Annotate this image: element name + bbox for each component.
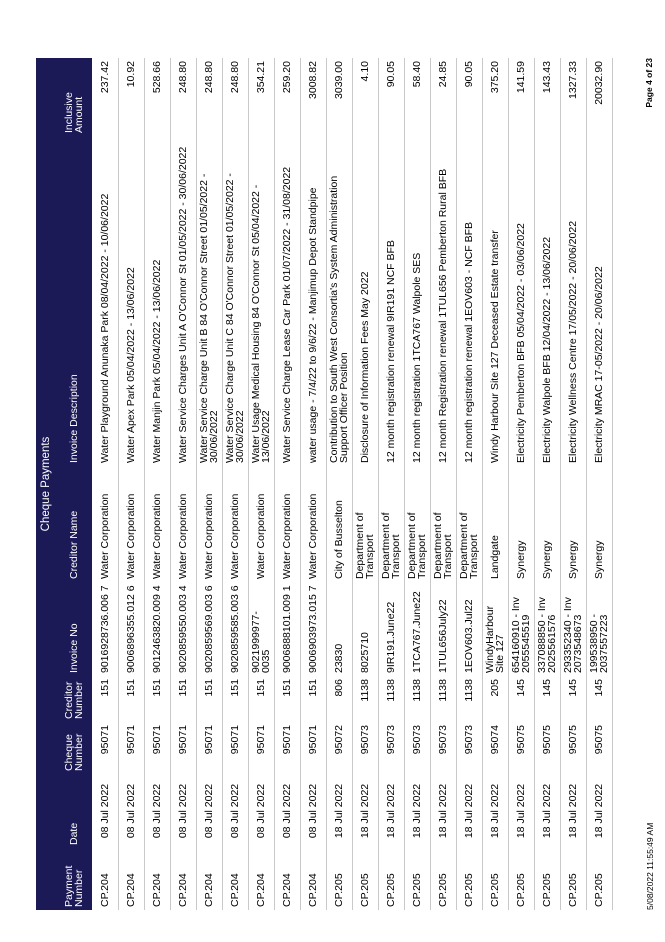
date-cell: 18 Jul 2022 bbox=[489, 783, 501, 839]
cheque-number-cell: 95073 bbox=[411, 725, 423, 755]
invoice-no-cell: 293352340 - Inv 2073548673 bbox=[562, 597, 584, 673]
invoice-no-cell: 9020859585.003 6 bbox=[229, 585, 241, 673]
creditor-name-cell: Water Corporation bbox=[98, 493, 111, 579]
creditor-name-cell: Synergy bbox=[593, 540, 605, 579]
table-row bbox=[352, 58, 378, 910]
col-payment-number: Payment Number bbox=[56, 848, 92, 910]
invoice-description-cell: Water Service Charge Lease Car Park 01/07/2022 - 31/08/2022 bbox=[281, 166, 293, 463]
payment-number-cell: CP.204 bbox=[281, 873, 293, 907]
date-cell: 18 Jul 2022 bbox=[411, 783, 423, 839]
invoice-description-cell: water usage - 7/4/22 to 9/6/22 - Manjimup Depot Standpipe bbox=[307, 187, 319, 463]
inclusive-amount-cell: 248.80 bbox=[203, 61, 215, 94]
inclusive-amount-cell: 3008.82 bbox=[307, 61, 319, 99]
invoice-description-cell: Water Usage Medical Housing 84 O'Connor St 05/04/2022 - 13/06/2022 bbox=[250, 184, 272, 463]
cheque-number-cell: 95075 bbox=[567, 725, 579, 755]
invoice-description-cell: Contribution to South West Consortia's System Administration Support Officer Position bbox=[328, 175, 350, 463]
invoice-no-cell: 199538950 - 2037557223 bbox=[588, 614, 610, 673]
inclusive-amount-cell: 354.21 bbox=[255, 61, 267, 94]
table-row bbox=[430, 58, 456, 910]
creditor-name-cell: Synergy bbox=[515, 540, 527, 579]
creditor-number-cell: 145 bbox=[541, 679, 553, 697]
invoice-description-cell: Water Service Charges Unit A O'Connor St 01/05/2022 - 30/06/2022 bbox=[177, 146, 189, 463]
table-row bbox=[170, 58, 196, 910]
date-cell: 18 Jul 2022 bbox=[437, 783, 449, 839]
invoice-no-cell: 23830 bbox=[333, 643, 345, 673]
creditor-number-cell: 151 bbox=[125, 679, 137, 697]
print-timestamp: 5/08/2022 11:55:49 AM bbox=[645, 822, 655, 910]
cheque-number-cell: 95071 bbox=[281, 725, 293, 755]
creditor-number-cell: 151 bbox=[229, 679, 241, 697]
table-row bbox=[586, 58, 612, 910]
invoice-no-cell: 9012463820.009 4 bbox=[151, 585, 163, 673]
col-invoice-description: Invoice Description bbox=[56, 136, 92, 466]
creditor-number-cell: 151 bbox=[307, 679, 319, 697]
creditor-name-cell: Synergy bbox=[567, 540, 579, 579]
date-cell: 08 Jul 2022 bbox=[98, 783, 111, 839]
creditor-number-cell: 205 bbox=[489, 679, 501, 697]
table-row bbox=[92, 58, 118, 910]
creditor-name-cell: Synergy bbox=[541, 540, 553, 579]
creditor-name-cell: City of Busselton bbox=[333, 500, 345, 579]
payment-number-cell: CP.205 bbox=[489, 873, 501, 907]
cheque-number-cell: 95072 bbox=[333, 725, 345, 755]
inclusive-amount-cell: 237.42 bbox=[98, 61, 111, 94]
payment-number-cell: CP.204 bbox=[125, 873, 137, 907]
cheque-number-cell: 95075 bbox=[515, 725, 527, 755]
date-cell: 08 Jul 2022 bbox=[177, 783, 189, 839]
creditor-number-cell: 151 bbox=[255, 679, 267, 697]
invoice-description-cell: Electricity Wellness Centre 17/05/2022 - 20/06/2022 bbox=[567, 220, 579, 463]
payment-number-cell: CP.205 bbox=[333, 873, 345, 907]
invoice-description-cell: 12 month registration renewal 9IR191 NCF BFB bbox=[385, 240, 397, 463]
invoice-no-cell: 9016928736.006 7 bbox=[98, 585, 111, 673]
payment-number-cell: CP.204 bbox=[307, 873, 319, 907]
cheque-number-cell: 95075 bbox=[593, 725, 605, 755]
payment-number-cell: CP.205 bbox=[515, 873, 527, 907]
date-cell: 08 Jul 2022 bbox=[255, 783, 267, 839]
invoice-description-cell: Disclosure of Information Fees May 2022 bbox=[359, 271, 371, 463]
invoice-no-cell: 654160910 - Inv 2055545519 bbox=[510, 597, 532, 673]
col-cheque-number: Cheque Number bbox=[56, 722, 92, 774]
table-row bbox=[326, 58, 352, 910]
inclusive-amount-cell: 259.20 bbox=[281, 61, 293, 94]
inclusive-amount-cell: 90.05 bbox=[385, 61, 397, 88]
invoice-description-cell: Water Manjin Park 05/04/2022 - 13/06/2022 bbox=[151, 259, 163, 463]
date-cell: 08 Jul 2022 bbox=[307, 783, 319, 839]
creditor-name-cell: Water Corporation bbox=[281, 493, 293, 579]
invoice-no-cell: 337088850 - Inv 2025561576 bbox=[536, 597, 558, 673]
table-row bbox=[378, 58, 404, 910]
invoice-description-cell: Water Service Charge Unit B 84 O'Connor Street 01/05/2022 - 30/06/2022 bbox=[198, 173, 220, 463]
invoice-description-cell: Electricity MRAC 17-05/2022 - 20/06/2022 bbox=[593, 266, 605, 463]
cheque-number-cell: 95073 bbox=[437, 725, 449, 755]
creditor-name-cell: Water Corporation bbox=[125, 493, 137, 579]
invoice-description-cell: Water Service Charge Unit C 84 O'Connor Street 01/05/2022 - 30/06/2022 bbox=[224, 173, 246, 463]
creditor-name-cell: Department of Transport bbox=[458, 512, 480, 579]
invoice-no-cell: 9020859550.003 4 bbox=[177, 585, 189, 673]
inclusive-amount-cell: 4.10 bbox=[359, 61, 371, 82]
payment-number-cell: CP.204 bbox=[98, 873, 111, 907]
payment-number-cell: CP.205 bbox=[359, 873, 371, 907]
col-creditor-number: Creditor Number bbox=[56, 676, 92, 722]
payment-number-cell: CP.204 bbox=[255, 873, 267, 907]
creditor-number-cell: 1138 bbox=[359, 679, 371, 702]
creditor-number-cell: 151 bbox=[98, 679, 111, 697]
creditor-number-cell: 151 bbox=[177, 679, 189, 697]
col-date: Date bbox=[56, 774, 92, 848]
col-creditor-name: Creditor Name bbox=[56, 466, 92, 582]
cheque-number-cell: 95073 bbox=[385, 725, 397, 755]
payment-number-cell: CP.204 bbox=[177, 873, 189, 907]
creditor-name-cell: Department of Transport bbox=[380, 512, 402, 579]
cheque-number-cell: 95073 bbox=[359, 725, 371, 755]
cheque-number-cell: 95071 bbox=[177, 725, 189, 755]
payment-number-cell: CP.205 bbox=[385, 873, 397, 907]
col-invoice-no: Invoice No bbox=[56, 582, 92, 676]
table-row bbox=[534, 58, 560, 910]
payment-number-cell: CP.205 bbox=[437, 873, 449, 907]
inclusive-amount-cell: 141.59 bbox=[515, 61, 527, 94]
payment-number-cell: CP.204 bbox=[203, 873, 215, 907]
invoice-no-cell: 1TCA767.June22 bbox=[411, 591, 423, 673]
cheque-number-cell: 95074 bbox=[489, 725, 501, 755]
cheque-number-cell: 95073 bbox=[463, 725, 475, 755]
table-row bbox=[560, 58, 586, 910]
creditor-number-cell: 1138 bbox=[411, 679, 423, 702]
date-cell: 18 Jul 2022 bbox=[515, 783, 527, 839]
cheque-payments-table bbox=[36, 58, 613, 910]
payment-number-cell: CP.205 bbox=[593, 873, 605, 907]
table-row bbox=[274, 58, 300, 910]
section-title: Cheque Payments bbox=[36, 58, 56, 910]
cheque-number-cell: 95071 bbox=[255, 725, 267, 755]
payment-number-cell: CP.204 bbox=[229, 873, 241, 907]
invoice-no-cell: 1EOV603.Jul22 bbox=[463, 599, 475, 673]
payment-number-cell: CP.205 bbox=[411, 873, 423, 907]
date-cell: 08 Jul 2022 bbox=[281, 783, 293, 839]
creditor-name-cell: Landgate bbox=[489, 535, 501, 579]
invoice-no-cell: 1TUL656July22 bbox=[437, 599, 449, 673]
table-row bbox=[118, 58, 144, 910]
date-cell: 08 Jul 2022 bbox=[151, 783, 163, 839]
cheque-number-cell: 95071 bbox=[151, 725, 163, 755]
inclusive-amount-cell: 375.20 bbox=[489, 61, 501, 94]
invoice-description-cell: Windy Harbour Site 127 Deceased Estate transfer bbox=[489, 230, 501, 463]
date-cell: 18 Jul 2022 bbox=[541, 783, 553, 839]
table-row bbox=[404, 58, 430, 910]
invoice-description-cell: 12 month Registration renewal 1TUL656 Pemberton Rural BFB bbox=[437, 168, 449, 463]
creditor-number-cell: 145 bbox=[593, 679, 605, 697]
invoice-no-cell: 9021999977- 0035 bbox=[250, 611, 272, 673]
invoice-no-cell: 9006903973.015 7 bbox=[307, 585, 319, 673]
creditor-number-cell: 806 bbox=[333, 679, 345, 697]
table-row bbox=[300, 58, 326, 910]
table-row bbox=[196, 58, 222, 910]
creditor-number-cell: 151 bbox=[281, 679, 293, 697]
creditor-name-cell: Department of Transport bbox=[432, 512, 454, 579]
invoice-no-cell: 9020859569.003 6 bbox=[203, 585, 215, 673]
cheque-number-cell: 95071 bbox=[203, 725, 215, 755]
creditor-name-cell: Water Corporation bbox=[255, 493, 267, 579]
payment-number-cell: CP.204 bbox=[151, 873, 163, 907]
invoice-no-cell: 9006888101.009 1 bbox=[281, 585, 293, 673]
creditor-number-cell: 1138 bbox=[463, 679, 475, 702]
column-headers bbox=[56, 58, 92, 910]
invoice-description-cell: 12 month registration renewal 1EOV603 - NCF BFB bbox=[463, 221, 475, 463]
invoice-no-cell: 8025710 bbox=[359, 632, 371, 673]
invoice-description-cell: Electricity Walpole BFB 12/04/2022 - 13/06/2022 bbox=[541, 236, 553, 463]
creditor-name-cell: Water Corporation bbox=[307, 493, 319, 579]
table-row bbox=[222, 58, 248, 910]
table-row bbox=[248, 58, 274, 910]
inclusive-amount-cell: 248.80 bbox=[177, 61, 189, 94]
invoice-no-cell: 9IR191.June22 bbox=[385, 601, 397, 673]
date-cell: 18 Jul 2022 bbox=[359, 783, 371, 839]
creditor-number-cell: 1138 bbox=[437, 679, 449, 702]
date-cell: 18 Jul 2022 bbox=[385, 783, 397, 839]
creditor-name-cell: Department of Transport bbox=[406, 512, 428, 579]
inclusive-amount-cell: 528.66 bbox=[151, 61, 163, 94]
cheque-number-cell: 95071 bbox=[98, 725, 111, 755]
creditor-name-cell: Water Corporation bbox=[229, 493, 241, 579]
inclusive-amount-cell: 248.80 bbox=[229, 61, 241, 94]
page-number: Page 4 of 23 bbox=[644, 58, 654, 108]
date-cell: 18 Jul 2022 bbox=[567, 783, 579, 839]
creditor-name-cell: Water Corporation bbox=[151, 493, 163, 579]
date-cell: 08 Jul 2022 bbox=[125, 783, 137, 839]
date-cell: 08 Jul 2022 bbox=[203, 783, 215, 839]
creditor-name-cell: Water Corporation bbox=[177, 493, 189, 579]
inclusive-amount-cell: 3039.00 bbox=[333, 61, 345, 99]
invoice-no-cell: 9006896355.012 6 bbox=[125, 585, 137, 673]
invoice-description-cell: 12 month registration 1TCA767 Walpole SES bbox=[411, 252, 423, 463]
cheque-number-cell: 95071 bbox=[229, 725, 241, 755]
inclusive-amount-cell: 24.85 bbox=[437, 61, 449, 88]
inclusive-amount-cell: 10.92 bbox=[125, 61, 137, 88]
invoice-description-cell: Water Playground Anunaka Park 08/04/2022 - 10/06/2022 bbox=[98, 193, 111, 463]
creditor-number-cell: 145 bbox=[567, 679, 579, 697]
invoice-description-cell: Electricity Pemberton BFB 05/04/2022 - 03/06/2022 bbox=[515, 223, 527, 463]
creditor-number-cell: 1138 bbox=[385, 679, 397, 702]
date-cell: 18 Jul 2022 bbox=[593, 783, 605, 839]
col-inclusive-amount: Inclusive Amount bbox=[56, 58, 92, 136]
table-row bbox=[482, 58, 508, 910]
table-row bbox=[456, 58, 482, 910]
table-row bbox=[508, 58, 534, 910]
creditor-number-cell: 145 bbox=[515, 679, 527, 697]
date-cell: 18 Jul 2022 bbox=[463, 783, 475, 839]
inclusive-amount-cell: 90.05 bbox=[463, 61, 475, 88]
cheque-number-cell: 95075 bbox=[541, 725, 553, 755]
date-cell: 18 Jul 2022 bbox=[333, 783, 345, 839]
cheque-number-cell: 95071 bbox=[307, 725, 319, 755]
invoice-description-cell: Water Apex Park 05/04/2022 - 13/06/2022 bbox=[125, 267, 137, 463]
creditor-number-cell: 151 bbox=[203, 679, 215, 697]
creditor-name-cell: Water Corporation bbox=[203, 493, 215, 579]
inclusive-amount-cell: 20032.90 bbox=[593, 61, 605, 105]
table-row bbox=[144, 58, 170, 910]
payment-number-cell: CP.205 bbox=[463, 873, 475, 907]
inclusive-amount-cell: 58.40 bbox=[411, 61, 423, 88]
invoice-no-cell: WindyHarbour Site 127 bbox=[484, 605, 506, 673]
date-cell: 08 Jul 2022 bbox=[229, 783, 241, 839]
inclusive-amount-cell: 1327.33 bbox=[567, 61, 579, 99]
creditor-name-cell: Department of Transport bbox=[354, 512, 376, 579]
cheque-number-cell: 95071 bbox=[125, 725, 137, 755]
payment-number-cell: CP.205 bbox=[567, 873, 579, 907]
payment-number-cell: CP.205 bbox=[541, 873, 553, 907]
inclusive-amount-cell: 143.43 bbox=[541, 61, 553, 94]
creditor-number-cell: 151 bbox=[151, 679, 163, 697]
